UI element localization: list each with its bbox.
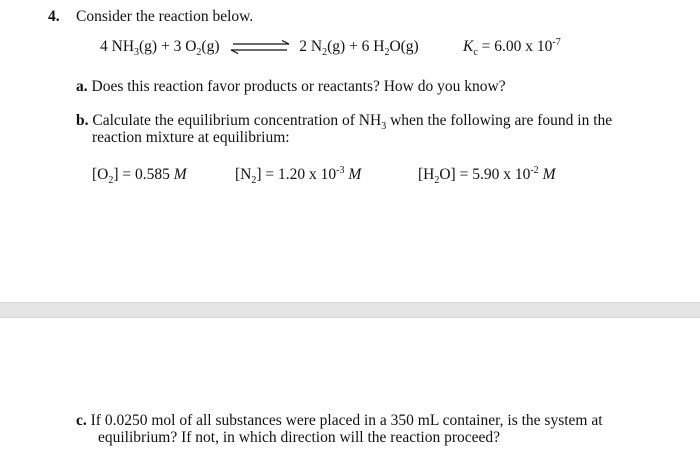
n2-conc-value: ] = 1.20 x 10 (256, 166, 337, 183)
part-b-text-1: Calculate the equilibrium concentration of NH (92, 112, 382, 129)
equilibrium-arrow-icon (229, 40, 291, 54)
n2-conc-unit: M (348, 166, 362, 183)
kc-subscript: c (473, 47, 478, 59)
concentration-n2 (235, 164, 362, 187)
h2o-subscript: 2 (384, 47, 390, 59)
kc-symbol: K (463, 38, 474, 55)
product-h2o: (g) + 6 H (327, 38, 385, 55)
n2-conc-subscript: 2 (251, 175, 257, 187)
part-c-line-2: equilibrium? If not, in which direction will the reaction proceed? (98, 429, 501, 446)
o2-state: (g) (201, 38, 220, 55)
nh3-state: (g) (139, 38, 158, 55)
question-prompt: Consider the reaction below. (76, 8, 254, 25)
part-c-line-1: If 0.0250 mol of all substances were placed in a 350 mL container, is the system at (90, 412, 603, 429)
nh3-subscript: 3 (134, 47, 140, 59)
question-number: 4. (48, 8, 60, 25)
o2-bracket: [O (92, 166, 109, 183)
equilibrium-constant (463, 36, 561, 59)
part-c-label: c. (76, 412, 87, 429)
h2o-conc-unit: M (542, 166, 556, 183)
concentration-h2o (418, 164, 556, 187)
part-b-label: b. (76, 112, 89, 129)
part-a-label: a. (76, 78, 88, 95)
product-n2: 2 N (299, 38, 323, 55)
part-b-line-2: reaction mixture at equilibrium: (92, 129, 290, 146)
concentration-o2 (92, 166, 187, 187)
part-b-text-2: when the following are found in the (386, 112, 613, 129)
h2o-bracket: [H (418, 166, 435, 183)
o2-conc-subscript: 2 (108, 175, 114, 187)
n2-conc-exponent: -3 (336, 164, 345, 176)
reactant-nh3: 4 NH (100, 38, 135, 55)
part-a-text: Does this reaction favor products or reactants? How do you know? (91, 78, 506, 95)
o2-conc-value: ] = 0.585 (113, 166, 174, 183)
page-divider (0, 302, 700, 318)
o2-conc-unit: M (173, 166, 187, 183)
part-b-subscript: 3 (381, 121, 387, 133)
h2o-conc-subscript: 2 (434, 175, 440, 187)
kc-exponent: -7 (552, 36, 561, 48)
kc-value: = 6.00 x 10 (477, 38, 553, 55)
h2o-conc-value: O] = 5.90 x 10 (439, 166, 531, 183)
n2-bracket: [N (235, 166, 252, 183)
o2-subscript: 2 (196, 47, 202, 59)
part-b (76, 112, 613, 133)
part-a (76, 78, 506, 96)
h2o-state: O(g) (389, 38, 419, 55)
n2-subscript: 2 (322, 47, 328, 59)
reactant-o2: + 3 O (157, 38, 197, 55)
h2o-conc-exponent: -2 (530, 164, 539, 176)
reaction-equation (100, 38, 419, 59)
part-c (76, 412, 603, 430)
